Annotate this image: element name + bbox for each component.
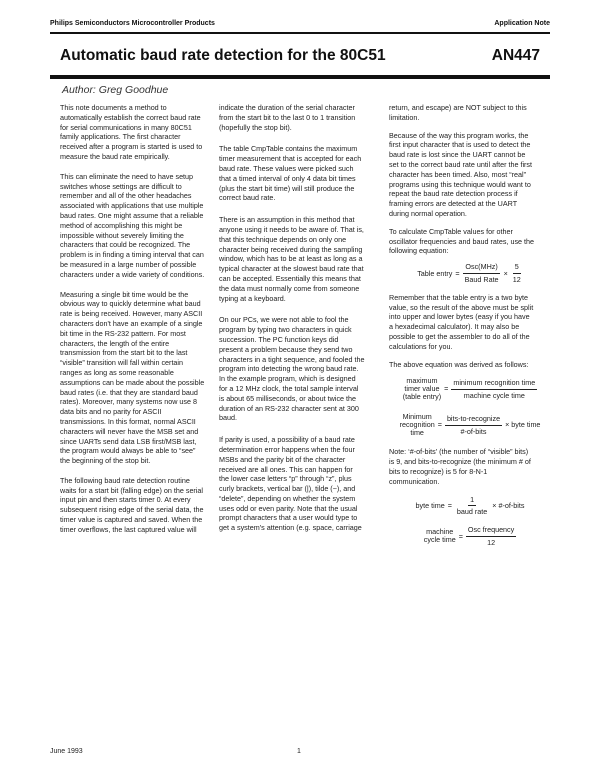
text-line: character being received during the sampling [219, 244, 363, 254]
text-line: characters, the length of the entire [60, 338, 170, 348]
paragraph [389, 131, 551, 219]
text-line: baud. [219, 413, 237, 423]
eq-lhs-line: cycle time [423, 535, 456, 545]
text-line: Remember that the table entry is a two byte [389, 292, 529, 302]
eq-lhs: Table entry [417, 268, 453, 278]
header-publisher: Philips Semiconductors Microcontroller Products [50, 20, 215, 27]
eq-equals: = [455, 268, 460, 278]
text-line: waits for a start bit (falling edge) on the serial [60, 485, 204, 495]
text-line: the program would always be able to “see” [60, 446, 196, 456]
eq-lhs: byte time [415, 500, 445, 510]
text-line: framing errors are detected at the UART [389, 199, 518, 209]
text-line: (hopefully the stop bit). [219, 122, 292, 132]
text-line: the beginning of the stop bit. [60, 456, 151, 466]
text-line: since UARTs send data LSB first/MSB last, [60, 436, 197, 446]
text-line: curly brackets, vertical bar (|), tilde (~), and [219, 484, 356, 494]
text-line: On our PCs, we were not able to fool the [219, 315, 349, 325]
eq-equals: = [447, 500, 452, 510]
paragraph [219, 144, 381, 203]
text-line: window, which has to be at least as long as a [219, 254, 363, 264]
text-line: received are all ones. This can happen for [219, 464, 353, 474]
paragraph [389, 360, 551, 370]
eq-fraction [451, 378, 537, 401]
eq-lhs-line: Minimum [402, 412, 432, 422]
paragraph [219, 435, 381, 533]
text-line: that this technique depends on only one [219, 234, 347, 244]
eq-denominator: 12 [487, 537, 496, 547]
text-line: assumptions can be made about the possible [60, 377, 205, 387]
text-line: characters under a wide variety of conditions. [60, 269, 205, 279]
text-line: characters don't have an example of a single [60, 318, 203, 328]
text-line: for serial communications in many 80C51 [60, 122, 192, 132]
text-line: measure the baud rate empirically. [60, 151, 170, 161]
text-line: transmission from the start bit to the last [60, 348, 188, 358]
eq-denominator: machine cycle time [463, 390, 525, 400]
eq-fraction [463, 262, 501, 285]
equation-table-entry [389, 262, 551, 285]
equation-min-recognition [389, 413, 551, 437]
text-line: subsequent rising edge of the serial data, the [60, 505, 204, 515]
eq-denominator: Baud Rate [464, 274, 499, 284]
text-line: that a timed interval of only 4 data bit times [219, 173, 356, 183]
text-line: character has been timed. Also, most “real” [389, 169, 527, 179]
text-line: calculations for you. [389, 341, 453, 351]
text-line: There is an assumption in this method that [219, 215, 355, 225]
eq-lhs [403, 377, 441, 401]
column-3 [389, 103, 551, 558]
text-line: automatically establish the correct baud rate [60, 112, 201, 122]
text-line: characters that could be recognized. The [60, 240, 191, 250]
text-line: This note documents a method to [60, 103, 167, 112]
eq-numerator: Osc frequency [466, 525, 516, 537]
text-line: baud rate is lost since the UART cannot be [389, 150, 526, 160]
text-line: programs using this technique would want to [389, 179, 531, 189]
eq-lhs-line: time [410, 428, 424, 438]
eq-numerator: bits-to-recognize [445, 414, 502, 426]
paragraph [389, 103, 551, 123]
text-line: (plus the start bit time) will still produce the [219, 183, 355, 193]
text-line: To calculate CmpTable values for other [389, 226, 513, 236]
equation-machine-cycle [389, 525, 551, 548]
eq-lhs [424, 528, 456, 544]
text-line: Measuring a single bit time would be the [60, 289, 189, 299]
eq-numerator: Osc(MHz) [463, 262, 499, 274]
text-line: first input character that is used to detect the [389, 140, 531, 150]
text-line: characters in a tight sequence, and fooled the [219, 354, 365, 364]
text-line: impossible without severely limiting the [60, 230, 184, 240]
text-line: input pin and then starts timer 0. At every [60, 495, 191, 505]
eq-lhs-line: timer value [404, 384, 440, 394]
text-line: rates). Moreover, many systems now use 8 [60, 397, 198, 407]
eq-denominator: #-of-bits [460, 426, 487, 436]
text-line: determination error happens when the four [219, 444, 355, 454]
text-line: baud rates. One might assume that a reliable [60, 210, 204, 220]
text-line: In the example program, which is designed [219, 374, 356, 384]
text-line: bits to recognize) is 5 for 8-N-1 [389, 466, 488, 476]
text-line: oscillator frequencies and baud rates, use the [389, 236, 535, 246]
document-title: Automatic baud rate detection for the 80C51 [60, 47, 386, 64]
text-line: is about 65 milliseconds, or about twice the [219, 393, 357, 403]
text-line: method of accomplishing this might be [60, 220, 183, 230]
text-line: repeat the baud rate detection process if [389, 189, 518, 199]
paragraph [60, 290, 222, 466]
eq-rhs: × byte time [505, 420, 541, 430]
text-line: return, and escape) are NOT subject to this [389, 103, 527, 112]
text-line: following equation: [389, 246, 449, 256]
text-line: value, so the result of the above must be split [389, 302, 534, 312]
text-line: duration of an RS-232 character sent at 300 [219, 403, 359, 413]
eq-lhs-line: (table entry) [402, 392, 442, 402]
eq-lhs-line: recognition [399, 420, 435, 430]
text-line: The following baud rate detection routine [60, 475, 190, 485]
eq-denominator: 12 [512, 274, 521, 284]
text-line: MSBs and the parity bit of the character [219, 454, 346, 464]
text-line: a hexadecimal calculator). It may also be [389, 322, 520, 332]
text-line: timer measurement that is accepted for each [219, 154, 362, 164]
eq-rhs: × #-of-bits [492, 500, 525, 510]
eq-lhs [400, 413, 435, 437]
text-line: timer overflows, the last captured value will [60, 524, 197, 534]
column-2 [219, 103, 381, 545]
text-line: the lower case letters “p” through “z”, plus [219, 474, 352, 484]
paragraph [389, 293, 551, 352]
text-line: typical character at the slowest baud rate that [219, 264, 364, 274]
paragraph [219, 215, 381, 303]
text-line: rate is being received. However, many ASCII [60, 309, 203, 319]
text-line: communication. [389, 476, 440, 486]
eq-numerator: 1 [468, 495, 476, 507]
text-line: associated with applications that use multiple [60, 201, 204, 211]
text-line: Note: ‘#-of-bits’ (the number of “visible” bits) [389, 447, 529, 457]
text-line: during normal operation. [389, 208, 467, 218]
eq-denominator: baud rate [456, 507, 488, 517]
paragraph [60, 172, 222, 280]
text-line: bit time in the RS-232 pattern. For most [60, 328, 186, 338]
text-line: The table CmpTable contains the maximum [219, 144, 358, 154]
header-doc-type: Application Note [494, 20, 550, 27]
text-line: succession. The PC function keys did [219, 334, 339, 344]
paragraph [389, 227, 551, 256]
text-line: transmissions. In this format, normal ASCII [60, 416, 196, 426]
text-line: get a system's attention (e.g. space, carriage [219, 523, 362, 533]
text-line: “delete”, depending on whether the system [219, 493, 356, 503]
text-line: program by typing two characters in quick [219, 325, 352, 335]
text-line: into upper and lower bytes (easy if you have [389, 312, 530, 322]
text-line: possible to get the assembler to do all of the [389, 331, 530, 341]
text-line: If parity is used, a possibility of a baud rate [219, 435, 355, 445]
paragraph [219, 315, 381, 423]
eq-fraction [445, 414, 502, 437]
text-line: obvious way to quickly determine what baud [60, 299, 201, 309]
footer-date: June 1993 [50, 748, 83, 755]
text-line: baud rates (i.e. that they are standard baud [60, 387, 198, 397]
text-line: data bits and no parity for ASCII [60, 407, 162, 417]
text-line: switches whose settings are difficult to [60, 181, 182, 191]
text-line: for a 12 MHz clock, the total sample interval [219, 383, 359, 393]
header-rule [50, 32, 550, 34]
text-line: characters will never have the MSB set and [60, 426, 199, 436]
title-rule [50, 75, 550, 79]
text-line: received after a program is started is used to [60, 142, 203, 152]
eq-fraction [466, 525, 516, 548]
eq-fraction [511, 262, 523, 285]
text-line: program into detecting the wrong baud rate. [219, 364, 359, 374]
text-line: present a problem because they send two [219, 344, 353, 354]
eq-fraction [455, 495, 489, 518]
text-line: the data must normally come from someone [219, 283, 360, 293]
text-line: family applications. The first character [60, 132, 181, 142]
page-number: 1 [297, 748, 301, 755]
column-1 [60, 103, 222, 545]
eq-lhs-line: maximum [406, 376, 438, 386]
text-line: indicate the duration of the serial character [219, 103, 355, 112]
eq-equals: = [444, 384, 449, 394]
text-line: uses odd or even parity. Note that the usual [219, 503, 358, 513]
text-line: is 9, and bits-to-recognize (the minimum # of [389, 457, 531, 467]
text-line: Because of the way this program works, the [389, 130, 529, 140]
text-line: remember and all of the other headaches [60, 191, 192, 201]
text-line: be measured in a large number of possible [60, 259, 197, 269]
text-line: typing at a keyboard. [219, 293, 286, 303]
eq-equals: = [437, 420, 442, 430]
text-line: “visible” transition will fall within certain [60, 358, 184, 368]
text-line: This can eliminate the need to have setup [60, 171, 194, 181]
text-line: limitation. [389, 112, 420, 122]
text-line: from the start bit to the last 0 to 1 transition [219, 112, 356, 122]
text-line: problem is in finding a timing interval that can [60, 250, 204, 260]
text-line: timer value is captured and saved. When the [60, 515, 203, 525]
text-line: anyone using it needs to be aware of. That is, [219, 224, 364, 234]
author: Author: Greg Goodhue [62, 84, 169, 96]
text-line: baud rate. These values were picked such [219, 163, 354, 173]
text-line: prompt characters that a user would type to [219, 513, 358, 523]
eq-numerator: 5 [513, 262, 521, 274]
text-line: can be accepted. Essentially this means that [219, 273, 361, 283]
text-line: ranges as long as some reasonable [60, 367, 174, 377]
document-number: AN447 [491, 47, 540, 64]
paragraph [60, 103, 222, 162]
eq-numerator: minimum recognition time [451, 378, 537, 390]
text-line: The above equation was derived as follows: [389, 359, 529, 369]
equation-max-timer [389, 377, 551, 401]
eq-times: × [503, 268, 508, 278]
equation-byte-time [389, 495, 551, 518]
text-line: set to the correct baud rate until after the first [389, 159, 533, 169]
eq-lhs-line: machine [426, 527, 454, 537]
paragraph [60, 476, 222, 535]
paragraph [219, 103, 381, 132]
text-line: correct baud rate. [219, 193, 276, 203]
eq-equals: = [458, 531, 463, 541]
paragraph [389, 447, 551, 486]
